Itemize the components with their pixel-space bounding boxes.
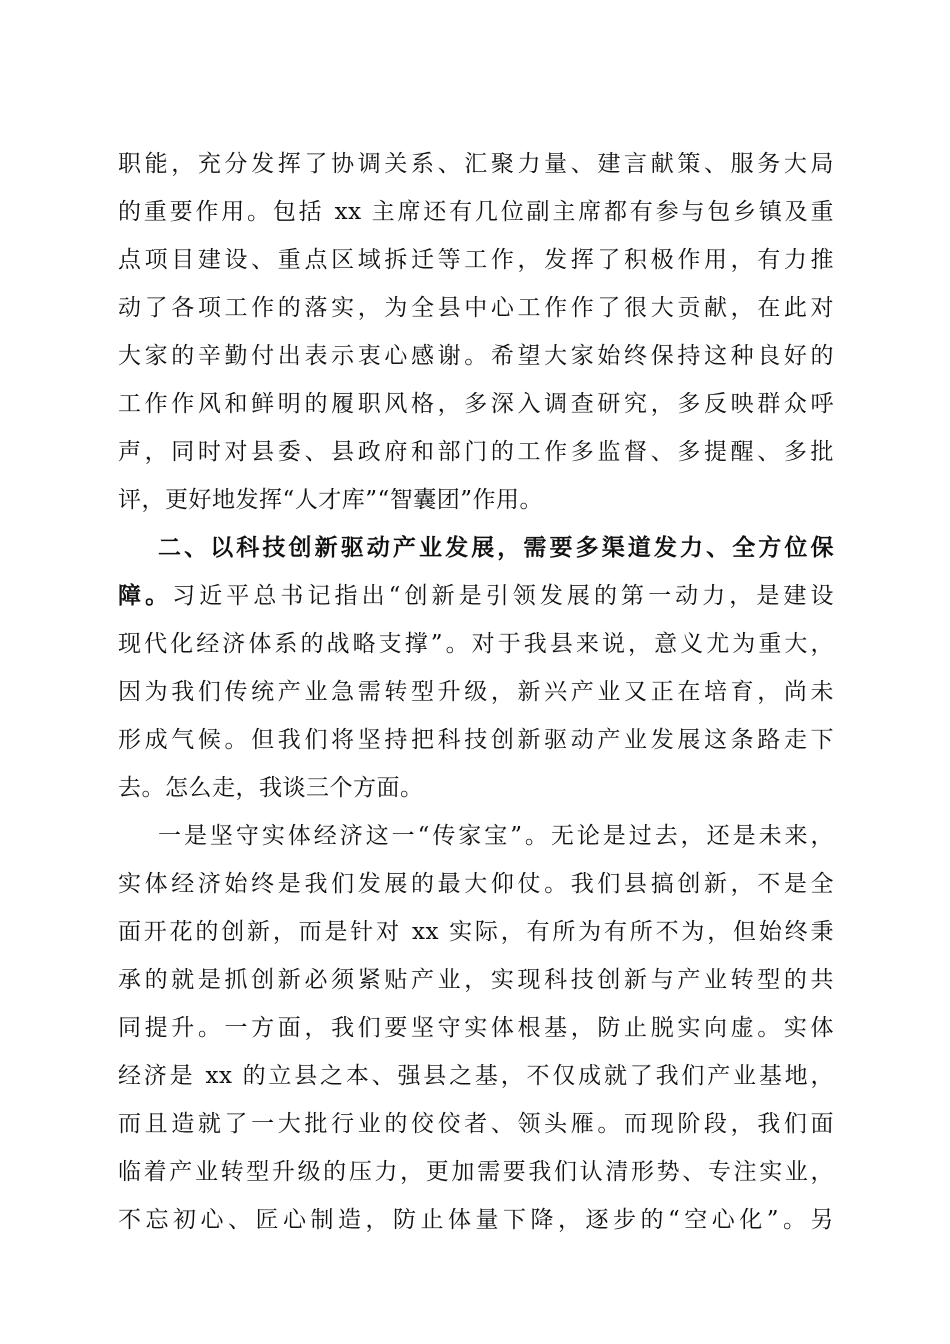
paragraph-1-line-2: 的重要作用。包括 xx 主席还有几位副主席都有参与包乡镇及重 [118, 199, 834, 225]
paragraph-2-line-4: 因为我们传统产业急需转型升级，新兴产业又正在培育，尚未 [118, 679, 834, 705]
paragraph-3-line-3: 面开花的创新，而是针对 xx 实际，有所为有所不为，但始终秉 [118, 919, 834, 945]
paragraph-1-line-5: 大家的辛勤付出表示衷心感谢。希望大家始终保持这种良好的 [118, 343, 834, 369]
paragraph-3-line-4: 承的就是抓创新必须紧贴产业，实现科技创新与产业转型的共 [118, 967, 834, 993]
section-heading-2: 二、以科技创新驱动产业发展，需要多渠道发力、全方位保 [158, 534, 834, 561]
paragraph-1-line-7: 声，同时对县委、县政府和部门的工作多监督、多提醒、多批 [118, 439, 834, 465]
paragraph-3-line-5: 同提升。一方面，我们要坚守实体根基，防止脱实向虚。实体 [118, 1015, 834, 1041]
paragraph-3-line-6: 经济是 xx 的立县之本、强县之基，不仅成就了我们产业基地， [118, 1063, 834, 1089]
paragraph-3-line-9: 不忘初心、匠心制造，防止体量下降，逐步的“空心化”。另 [118, 1207, 834, 1233]
paragraph-3-line-1: 一是坚守实体经济这一“传家宝”。无论是过去，还是未来， [158, 823, 834, 849]
paragraph-1-line-4: 动了各项工作的落实，为全县中心工作作了很大贡献，在此对 [118, 295, 834, 321]
paragraph-1-line-1: 职能，充分发挥了协调关系、汇聚力量、建言献策、服务大局 [118, 151, 834, 177]
paragraph-3-line-7: 而且造就了一大批行业的佼佼者、领头雁。而现阶段，我们面 [118, 1111, 834, 1137]
paragraph-3-line-8: 临着产业转型升级的压力，更加需要我们认清形势、专注实业， [118, 1159, 834, 1185]
paragraph-1-line-6: 工作作风和鲜明的履职风格，多深入调查研究，多反映群众呼 [118, 391, 834, 417]
paragraph-2-line-5: 形成气候。但我们将坚持把科技创新驱动产业发展这条路走下 [118, 727, 834, 753]
paragraph-3-line-2: 实体经济始终是我们发展的最大仰仗。我们县搞创新，不是全 [118, 871, 834, 897]
paragraph-2-line-2-text: 习近平总书记指出“创新是引领发展的第一动力，是建设 [172, 583, 834, 609]
paragraph-2-line-3: 现代化经济体系的战略支撑”。对于我县来说，意义尤为重大， [118, 631, 834, 657]
paragraph-1-line-8: 评，更好地发挥“人才库”“智囊团”作用。 [118, 487, 544, 513]
paragraph-2-line-2 [118, 572, 834, 620]
paragraph-2-line-6: 去。怎么走，我谈三个方面。 [118, 775, 424, 801]
paragraph-1-line-3: 点项目建设、重点区域拆迁等工作，发挥了积极作用，有力推 [118, 247, 834, 273]
section-heading-2-end: 障。 [118, 582, 173, 609]
